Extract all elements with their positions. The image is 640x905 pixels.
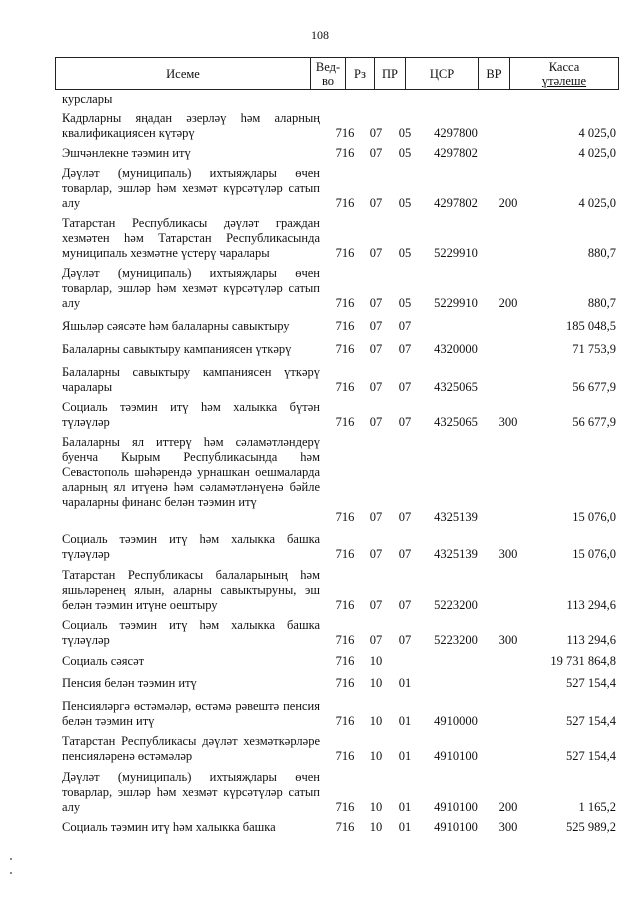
row-rz: 10 <box>369 654 383 668</box>
row-rz: 10 <box>369 749 383 763</box>
row-rz: 07 <box>369 415 383 429</box>
row-amount: 185 048,5 <box>566 319 616 333</box>
row-amount: 525 989,2 <box>566 820 616 834</box>
row-amount: 527 154,4 <box>566 676 616 690</box>
row-ved: 716 <box>335 547 355 561</box>
row-amount: 15 076,0 <box>572 510 616 524</box>
row-vr: 200 <box>498 296 518 310</box>
table-row <box>0 342 640 357</box>
header-csr-label: ЦСР <box>429 66 455 81</box>
row-rz: 07 <box>369 510 383 524</box>
row-vr: 300 <box>498 547 518 561</box>
row-rz: 07 <box>369 246 383 260</box>
row-name: Яшьләр сәясәте һәм балаларны савыктыру <box>62 319 290 333</box>
table-row <box>0 216 640 261</box>
row-name: Татарстан Республикасы дәүләт граждан хезмәтен һәм Татарстан Республикасында муниципаль хезмәтне үстерү чаралары <box>62 216 320 260</box>
row-amount: 527 154,4 <box>566 749 616 763</box>
row-pr: 05 <box>398 296 412 310</box>
row-pr: 07 <box>398 415 412 429</box>
row-amount: 19 731 864,8 <box>550 654 616 668</box>
row-pr: 05 <box>398 196 412 210</box>
row-ved: 716 <box>335 246 355 260</box>
row-amount: 527 154,4 <box>566 714 616 728</box>
row-name: Эшчәнлекне тәэмин итү <box>62 146 191 160</box>
row-csr: 4297800 <box>434 126 478 140</box>
table-row <box>0 166 640 211</box>
row-rz: 07 <box>369 296 383 310</box>
table-row <box>0 400 640 430</box>
row-ved: 716 <box>335 415 355 429</box>
row-amount: 113 294,6 <box>566 598 616 612</box>
row-name: Кадрларны яңадан әзерләү һәм аларның квалификациясен күтәрү <box>62 111 320 140</box>
table-row <box>0 820 640 835</box>
row-amount: 4 025,0 <box>578 126 616 140</box>
row-rz: 07 <box>369 319 383 333</box>
row-pr: 01 <box>398 800 412 814</box>
row-name: Социаль тәэмин итү һәм халыкка бүтән түләүләр <box>62 400 320 429</box>
header-name <box>56 58 310 89</box>
table-row <box>0 676 640 691</box>
table-row <box>0 568 640 613</box>
row-pr: 07 <box>398 633 412 647</box>
row-pr: 01 <box>398 714 412 728</box>
table-row <box>0 111 640 141</box>
row-csr: 4910000 <box>434 714 478 728</box>
table-header <box>55 57 619 90</box>
header-vr <box>478 58 509 89</box>
row-amount: 56 677,9 <box>572 415 616 429</box>
row-csr: 4325065 <box>434 415 478 429</box>
header-vr-label: ВР <box>486 66 502 81</box>
table-row <box>0 146 640 161</box>
scan-mark <box>10 872 12 874</box>
row-pr: 01 <box>398 676 412 690</box>
row-amount: 15 076,0 <box>572 547 616 561</box>
row-pr: 05 <box>398 146 412 160</box>
row-csr: 5223200 <box>434 598 478 612</box>
row-amount: 1 165,2 <box>578 800 616 814</box>
row-rz: 10 <box>369 714 383 728</box>
page-number: 108 <box>311 28 329 42</box>
row-name: Балаларны ял иттерү һәм сәламәтләндерү буенча Кырым Республикасында һәм Севастополь шәһәрендә урнашкан оешмаларда аларның ял итүенә һәм сәламәтләнүенә бәйле чараларны финанс белән тәэмин итү <box>62 435 320 509</box>
table-row <box>0 266 640 311</box>
header-ved <box>310 58 345 89</box>
row-name: Пенсия белән тәэмин итү <box>62 676 197 690</box>
row-ved: 716 <box>335 146 355 160</box>
row-name: Социаль тәэмин итү һәм халыкка башка <box>62 820 276 834</box>
row-pr: 07 <box>398 598 412 612</box>
row-ved: 716 <box>335 510 355 524</box>
row-ved: 716 <box>335 319 355 333</box>
row-pr: 01 <box>398 749 412 763</box>
row-amount: 880,7 <box>587 296 616 310</box>
row-name: Социаль сәясәт <box>62 654 145 668</box>
row-rz: 10 <box>369 820 383 834</box>
row-ved: 716 <box>335 820 355 834</box>
row-name: Дәүләт (муниципаль) ихтыяҗлары өчен товарлар, эшләр һәм хезмәт күрсәтүләр сатып алу <box>62 770 320 814</box>
row-csr: 5229910 <box>434 246 478 260</box>
row-amount: 4 025,0 <box>578 146 616 160</box>
row-rz: 07 <box>369 547 383 561</box>
header-amount-line1: Касса <box>548 59 580 74</box>
row-amount: 56 677,9 <box>572 380 616 394</box>
row-csr: 5223200 <box>434 633 478 647</box>
row-rz: 07 <box>369 146 383 160</box>
row-pr: 05 <box>398 246 412 260</box>
row-vr: 300 <box>498 633 518 647</box>
row-name: Пенсияләргә өстәмәләр, өстәмә рәвештә пенсия белән тәэмин итү <box>62 699 320 728</box>
table-row <box>0 365 640 395</box>
row-pr: 01 <box>398 820 412 834</box>
scan-mark <box>10 858 12 860</box>
table-row <box>0 654 640 669</box>
row-amount: 880,7 <box>587 246 616 260</box>
row-ved: 716 <box>335 714 355 728</box>
table-row <box>0 699 640 729</box>
row-ved: 716 <box>335 800 355 814</box>
row-csr: 4910100 <box>434 820 478 834</box>
row-rz: 07 <box>369 342 383 356</box>
row-name: Балаларны савыктыру кампаниясен үткәрү <box>62 342 292 356</box>
header-rz-label: Рз <box>354 66 366 81</box>
row-ved: 716 <box>335 342 355 356</box>
header-name-label: Исеме <box>166 66 200 81</box>
header-ved-line1: Вед- <box>315 59 341 74</box>
row-rz: 07 <box>369 633 383 647</box>
row-csr: 4320000 <box>434 342 478 356</box>
row-vr: 300 <box>498 820 518 834</box>
row-name: курслары <box>62 92 113 106</box>
row-csr: 4910100 <box>434 749 478 763</box>
row-name: Социаль тәэмин итү һәм халыкка башка түләүләр <box>62 618 320 647</box>
row-rz: 07 <box>369 598 383 612</box>
row-ved: 716 <box>335 126 355 140</box>
row-name: Социаль тәэмин итү һәм халыкка башка түләүләр <box>62 532 320 561</box>
row-pr: 07 <box>398 510 412 524</box>
row-ved: 716 <box>335 749 355 763</box>
table-row <box>0 770 640 815</box>
row-pr: 07 <box>398 319 412 333</box>
row-name: Дәүләт (муниципаль) ихтыяҗлары өчен товарлар, эшләр һәм хезмәт күрсәтүләр сатып алу <box>62 266 320 310</box>
row-ved: 716 <box>335 296 355 310</box>
header-rz <box>345 58 374 89</box>
row-name: Татарстан Республикасы дәүләт хезмәткәрләре пенсияләренә өстәмәләр <box>62 734 320 763</box>
header-pr <box>374 58 405 89</box>
table-row <box>0 532 640 562</box>
row-csr: 4910100 <box>434 800 478 814</box>
row-rz: 10 <box>369 800 383 814</box>
row-vr: 200 <box>498 800 518 814</box>
row-vr: 200 <box>498 196 518 210</box>
header-ved-line2: во <box>321 73 335 88</box>
row-pr: 07 <box>398 547 412 561</box>
row-amount: 113 294,6 <box>566 633 616 647</box>
row-name: Татарстан Республикасы балаларының һәм яшьләренең ялын, аларны савыктыруны, эш белән тәэмин итүне оештыру <box>62 568 320 612</box>
header-amount <box>509 58 618 89</box>
table-row <box>0 435 640 525</box>
table-row <box>0 618 640 648</box>
row-csr: 4325139 <box>434 547 478 561</box>
table-row <box>0 734 640 764</box>
row-ved: 716 <box>335 676 355 690</box>
table-row <box>0 319 640 334</box>
row-csr: 4325139 <box>434 510 478 524</box>
row-pr: 07 <box>398 380 412 394</box>
row-csr: 4297802 <box>434 146 478 160</box>
row-pr: 05 <box>398 126 412 140</box>
row-rz: 10 <box>369 676 383 690</box>
row-ved: 716 <box>335 598 355 612</box>
header-pr-label: ПР <box>382 66 398 81</box>
row-amount: 71 753,9 <box>572 342 616 356</box>
row-name: Дәүләт (муниципаль) ихтыяҗлары өчен товарлар, эшләр һәм хезмәт күрсәтүләр сатып алу <box>62 166 320 210</box>
row-ved: 716 <box>335 654 355 668</box>
header-csr <box>405 58 478 89</box>
row-ved: 716 <box>335 196 355 210</box>
header-amount-line2: үтәлеше <box>541 73 587 88</box>
row-rz: 07 <box>369 380 383 394</box>
row-amount: 4 025,0 <box>578 196 616 210</box>
row-ved: 716 <box>335 380 355 394</box>
row-rz: 07 <box>369 126 383 140</box>
row-name: Балаларны савыктыру кампаниясен үткәрү чаралары <box>62 365 320 394</box>
row-csr: 4325065 <box>434 380 478 394</box>
row-ved: 716 <box>335 633 355 647</box>
row-csr: 4297802 <box>434 196 478 210</box>
row-pr: 07 <box>398 342 412 356</box>
row-csr: 5229910 <box>434 296 478 310</box>
row-rz: 07 <box>369 196 383 210</box>
row-vr: 300 <box>498 415 518 429</box>
table-row <box>0 92 640 107</box>
